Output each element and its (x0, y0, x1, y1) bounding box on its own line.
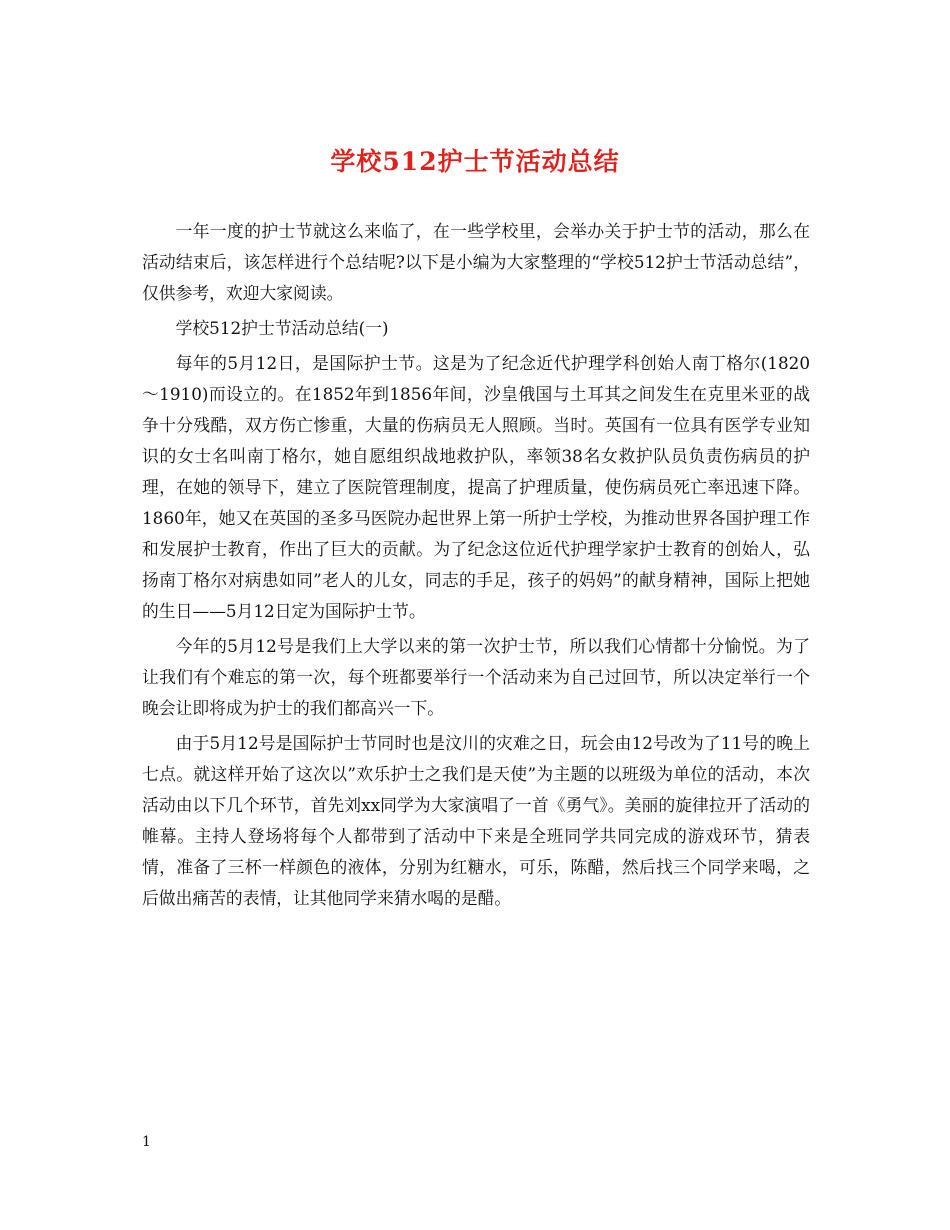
document-body (142, 216, 810, 918)
section-heading: 学校512护士节活动总结(一) (175, 318, 389, 338)
document-title: 学校512护士节活动总结 (330, 147, 620, 176)
page-number: 1 (142, 1134, 151, 1150)
intro-paragraph: 一年一度的护士节就这么来临了，在一些学校里，会举办关于护士节的活动，那么在活动结束后，该怎样进行个总结呢?以下是小编为大家整理的“学校512护士节活动总结”，仅供参考，欢迎大家阅读。 (142, 221, 810, 303)
history-paragraph: 每年的5月12日，是国际护士节。这是为了纪念近代护理学科创始人南丁格尔(1820～1910)而设立的。在1852年到1856年间，沙皇俄国与土耳其之间发生在克里米亚的战争十分残酷，双方伤亡惨重，大量的伤病员无人照顾。当时。英国有一位具有医学专业知识的女士名叫南丁格尔，她自愿组织战地救护队，率领38名女救护队员负责伤病员的护理，在她的领导下，建立了医院管理制度，提高了护理质量，使伤病员死亡率迅速下降。1860年，她又在英国的圣多马医院办起世界上第一所护士学校，为推动世界各国护理工作和发展护士教育，作出了巨大的贡献。为了纪念这位近代护理学家护士教育的创始人，弘扬南丁格尔对病患如同”老人的儿女，同志的手足，孩子的妈妈”的献身精神，国际上把她的生日——5月12日定为国际护士节。 (142, 353, 810, 621)
event-paragraph: 由于5月12号是国际护士节同时也是汶川的灾难之日，玩会由12号改为了11号的晚上七点。就这样开始了这次以”欢乐护士之我们是天使”为主题的以班级为单位的活动，本次活动由以下几个环节，首先刘xx同学为大家演唱了一首《勇气》。美丽的旋律拉开了活动的帷幕。主持人登场将每个人都带到了活动中下来是全班同学共同完成的游戏环节，猜表情，准备了三杯一样颜色的液体，分别为红糖水，可乐，陈醋，然后找三个同学来喝，之后做出痛苦的表情，让其他同学来猜水喝的是醋。 (142, 733, 810, 908)
this-year-paragraph: 今年的5月12号是我们上大学以来的第一次护士节，所以我们心情都十分愉悦。为了让我们有个难忘的第一次，每个班都要举行一个活动来为自己过回节，所以决定举行一个晚会让即将成为护士的我们都高兴一下。 (142, 636, 810, 718)
